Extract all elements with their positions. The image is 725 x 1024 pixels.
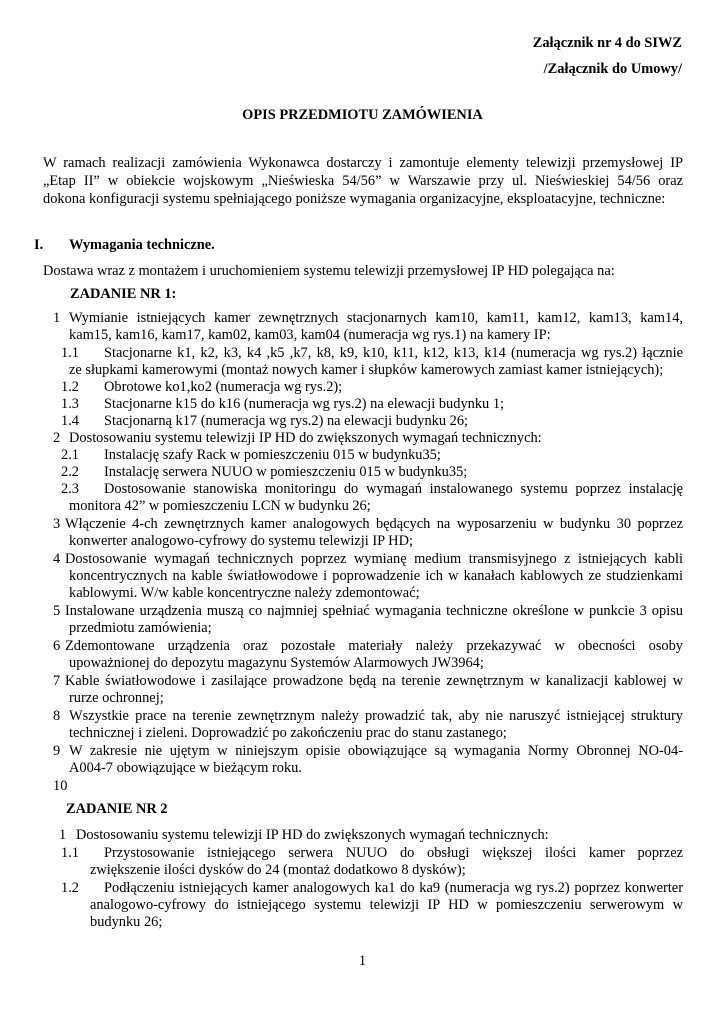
page-title: OPIS PRZEDMIOTU ZAMÓWIENIA <box>242 107 483 123</box>
zadanie-2-heading: ZADANIE NR 2 <box>66 801 168 817</box>
item-text: Dostosowaniu systemu telewizji IP HD do zwiększonych wymagań technicznych: <box>69 430 542 446</box>
item-text: Kable światłowodowe i zasilające prowadzone będą na terenie zewnętrznym w kanalizacji kablowej w <box>65 673 683 689</box>
intro-line-1: W ramach realizacji zamówienia Wykonawca dostarczy i zamontuje elementy telewizji przemysłowej IP <box>43 155 683 171</box>
section-number: I. <box>34 237 44 253</box>
item-text: Dostosowaniu systemu telewizji IP HD do zwiększonych wymagań technicznych: <box>76 827 549 843</box>
item-text: technicznej i zieleni. Doprowadzić po zakończeniu prac do stanu zastanego; <box>69 725 507 741</box>
page-number: 1 <box>358 953 367 969</box>
item-text: Włączenie 4-ch zewnętrznych kamer analogowych będących na wyposarzeniu w budynku 30 poprzez <box>65 516 683 532</box>
item-text: konwerter analogowo-cyfrowy do systemu telewizji IP HD; <box>69 533 413 549</box>
item-text: Wszystkie prace na terenie zewnętrznym należy prowadzić tak, aby nie naruszyć istniejącej struktury <box>69 708 683 724</box>
section-lead: Dostawa wraz z montażem i uruchomieniem systemu telewizji przemysłowej IP HD polegająca na: <box>43 263 615 279</box>
item-text: Stacjonarną k17 (numeracja wg rys.2) na elewacji budynku 26; <box>104 413 469 429</box>
item-text: przedmiotu zamówienia; <box>69 620 212 636</box>
item-number: 5 <box>53 603 61 619</box>
header-attachment-siwz: Załącznik nr 4 do SIWZ <box>532 35 682 51</box>
item-text: ze słupkami kamerowymi (montaż nowych kamer i słupków kamerowych zamiast kamer istniejących); <box>69 362 664 378</box>
header-attachment-umowa: /Załącznik do Umowy/ <box>543 61 682 77</box>
item-number: 1.3 <box>61 396 79 412</box>
item-text: Obrotowe ko1,ko2 (numeracja wg rys.2); <box>104 379 343 395</box>
item-text: Wymianie istniejących kamer zewnętrznych stacjonarnych kam10, kam11, kam12, kam13, kam14, <box>69 310 683 326</box>
item-number: 2.1 <box>61 447 79 463</box>
item-text: Dostosowanie stanowiska monitoringu do wymagań instalowanego systemu poprzez instalację <box>104 481 683 497</box>
item-number: 1.1 <box>61 845 79 861</box>
item-text: koncentrycznych na kable światłowodowe i poprowadzenie ich w kanałach kablowych ze studzienkami <box>69 568 683 584</box>
item-text: Instalację szafy Rack w pomieszczeniu 015 w budynku35; <box>104 447 441 463</box>
item-text: upoważnionej do depozytu magazynu Systemów Alarmowych JW3964; <box>69 655 484 671</box>
item-number: 2.3 <box>61 481 79 497</box>
item-number: 3 <box>53 516 61 532</box>
zadanie-1-heading: ZADANIE NR 1: <box>70 286 177 302</box>
item-text: Stacjonarne k1, k2, k3, k4 ,k5 ,k7, k8, k9, k10, k11, k12, k13, k14 (numeracja wg rys.2) łącznie <box>104 345 683 361</box>
item-text: kam15, kam16, kam17, kam02, kam03, kam04 (numeracja wg rys.1) na kamery IP: <box>69 327 551 343</box>
item-number: 1.4 <box>61 413 79 429</box>
intro-line-2: „Etap II” w obiekcie wojskowym „Nieświeska 54/56” w Warszawie przy ul. Nieświeskiej 54/56 oraz <box>43 173 683 189</box>
item-text: monitora 42” w pomieszczeniu LCN w budynku 26; <box>69 498 371 514</box>
item-text: Dostosowanie wymagań technicznych poprzez wymianę medium transmisyjnego z istniejących kabli <box>65 551 683 567</box>
item-text: W zakresie nie ujętym w niniejszym opisie obowiązujące są wymagania Normy Obronnej NO-04- <box>69 743 683 759</box>
item-number: 1 <box>53 310 61 326</box>
item-number: 9 <box>53 743 61 759</box>
item-text: kablowymi. W/w kable koncentryczne należy zdemontować; <box>69 585 420 601</box>
item-number: 1 <box>59 827 67 843</box>
item-text: Instalowane urządzenia muszą co najmniej spełniać wymagania techniczne określone w punkcie 3 opisu <box>65 603 683 619</box>
item-number: 2 <box>53 430 61 446</box>
item-text: Podłączeniu istniejących kamer analogowych ka1 do ka9 (numeracja wg rys.2) poprzez konwerter <box>104 880 683 896</box>
item-number: 7 <box>53 673 61 689</box>
item-number: 4 <box>53 551 61 567</box>
item-text: zwiększenie ilości dysków do 24 (montaż dodatkowo 8 dysków); <box>90 862 466 878</box>
item-text: rurze ochronnej; <box>69 690 164 706</box>
item-number: 1.2 <box>61 880 79 896</box>
item-number: 10 <box>53 778 68 794</box>
item-text: Zdemontowane urządzenia oraz pozostałe materiały należy przekazywać w obecności osoby <box>65 638 683 654</box>
item-text: A004-7 obowiązujące w bieżącym roku. <box>69 760 302 776</box>
item-text: Przystosowanie istniejącego serwera NUUO do obsługi większej ilości kamer poprzez <box>104 845 683 861</box>
item-number: 8 <box>53 708 61 724</box>
intro-line-3: dokona konfiguracji systemu spełniającego poniższe wymagania organizacyjne, eksploatacyjne, techniczne: <box>43 191 666 207</box>
item-text: budynku 26; <box>90 914 163 930</box>
section-title: Wymagania techniczne. <box>69 237 215 253</box>
item-number: 1.1 <box>61 345 79 361</box>
item-number: 2.2 <box>61 464 79 480</box>
item-number: 1.2 <box>61 379 79 395</box>
item-text: Stacjonarne k15 do k16 (numeracja wg rys.2) na elewacji budynku 1; <box>104 396 505 412</box>
item-text: Instalację serwera NUUO w pomieszczeniu 015 w budynku35; <box>104 464 468 480</box>
item-text: analogowo-cyfrowy do istniejącego systemu telewizji IP HD w pomieszczeniu serwerowym w <box>90 897 683 913</box>
item-number: 6 <box>53 638 61 654</box>
